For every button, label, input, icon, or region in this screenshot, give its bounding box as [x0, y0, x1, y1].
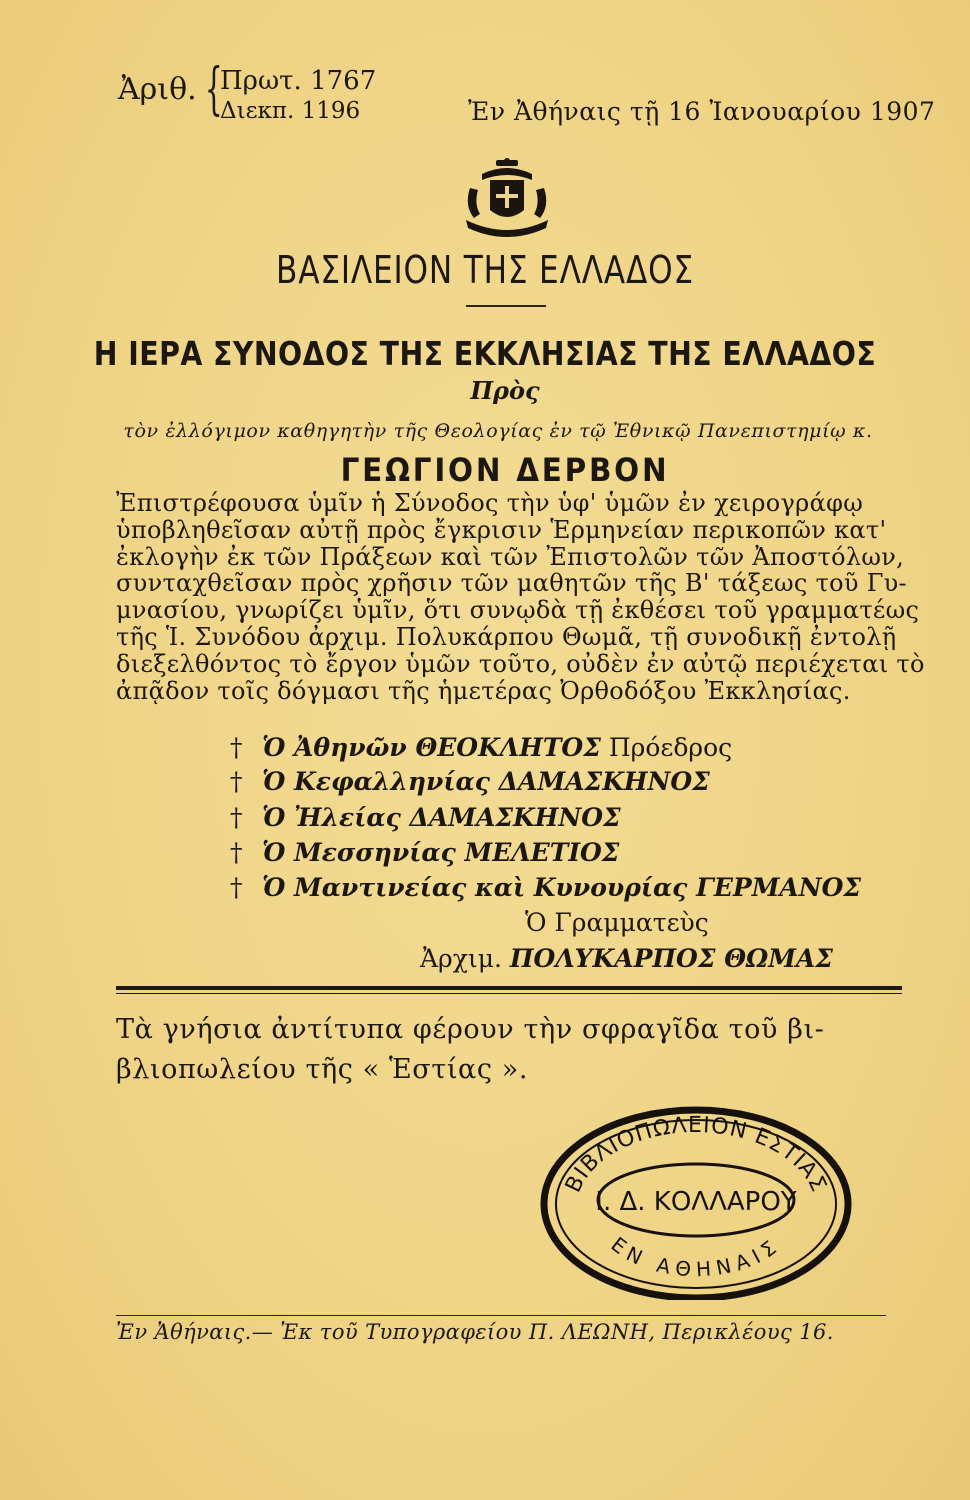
signatory-name: Ὁ Μεσσηνίας ΜΕΛΕΤΙΟΣ — [261, 838, 620, 867]
addressee-name: ΓΕΩΓΙΟΝ ΔΕΡΒΟΝ — [340, 451, 670, 489]
body-line: διεξελθόντος τὸ ἔργον ὑμῶν τοῦτο, οὐδὲν ἐν αὐτῷ περιέχεται τὸ — [116, 649, 925, 678]
stamp-arc-top: ΒΙΒΛΙΟΠΩΛΕΙΟΝ ΕΣΤΙΑΣ — [560, 1112, 832, 1197]
secretary-prefix: Ἀρχιμ. — [420, 944, 502, 973]
cross-icon: † — [230, 803, 243, 832]
notice-line: Τὰ γνήσια ἀντίτυπα φέρουν τὴν σφραγῖδα τοῦ βι- — [116, 1014, 825, 1045]
bookshop-stamp — [536, 1100, 856, 1300]
secretary-signature — [420, 944, 833, 973]
body-line: μνασίου, γνωρίζει ὑμῖν, ὅτι συνῳδὰ τῇ ἐκθέσει τοῦ γραμματέως — [116, 596, 920, 625]
cross-icon: † — [230, 838, 243, 867]
signatory-name: Ὁ Μαντινείας καὶ Κυνουρίας ΓΕΡΜΑΝΟΣ — [261, 873, 862, 902]
signature-line — [230, 767, 710, 796]
signature-line — [230, 838, 619, 867]
date-line: Ἐν Ἀθήναις τῇ 16 Ἰανουαρίου 1907 — [468, 97, 936, 126]
cross-icon: † — [230, 733, 243, 762]
footer-divider — [116, 1315, 886, 1316]
svg-text:ΕΝ ΑΘΗΝΑΙΣ — [607, 1232, 786, 1281]
signature-line — [230, 803, 621, 832]
signatory-role: Πρόεδρος — [608, 733, 733, 762]
kingdom-title: ΒΑΣΙΛΕΙΟΝ ΤΗΣ ΕΛΛΑΔΟΣ — [276, 248, 694, 292]
body-line: ὑποβληθεῖσαν αὐτῇ πρὸς ἔγκρισιν Ἑρμηνείαν περικοπῶν κατ' — [116, 515, 887, 544]
synod-title: Η ΙΕΡΑ ΣΥΝΟΔΟΣ ΤΗΣ ΕΚΚΛΗΣΙΑΣ ΤΗΣ ΕΛΛΑΔΟΣ — [93, 334, 877, 373]
royal-coat-of-arms-icon — [462, 158, 552, 244]
svg-text:ΒΙΒΛΙΟΠΩΛΕΙΟΝ ΕΣΤΙΑΣ — [561, 1113, 831, 1197]
printer-footer: Ἐν Ἀθήναις.— Ἐκ τοῦ Τυπογραφείου Π. ΛΕΩΝΗ, Περικλέους 16. — [116, 1320, 834, 1344]
secretary-name: ΠΟΛΥΚΑΡΠΟΣ ΘΩΜΑΣ — [509, 944, 833, 973]
protocol-number: Πρωτ. 1767 — [220, 66, 377, 96]
section-divider — [116, 986, 902, 990]
body-line: ἐκλογὴν ἐκ τῶν Πράξεων καὶ τῶν Ἐπιστολῶν τῶν Ἀποστόλων, — [116, 542, 905, 571]
notice-line: βλιοπωλείου τῆς « Ἑστίας ». — [116, 1054, 529, 1085]
secretary-title: Ὁ Γραμματεὺς — [525, 908, 709, 937]
reference-brace: { — [204, 57, 223, 122]
stamp-center-text: Ι. Δ. ΚΟΛΛΑΡΟΥ — [595, 1187, 797, 1217]
signature-line — [230, 733, 732, 762]
to-label: Πρὸς — [470, 376, 540, 405]
title-divider — [466, 305, 546, 307]
cross-icon: † — [230, 767, 243, 796]
letter-body — [116, 489, 925, 705]
body-line: Ἐπιστρέφουσα ὑμῖν ἡ Σύνοδος τὴν ὑφ' ὑμῶν ἐν χειρογράφῳ — [116, 489, 864, 517]
body-line: συνταχθεῖσαν πρὸς χρῆσιν τῶν μαθητῶν τῆς Β' τάξεως τοῦ Γυ- — [116, 569, 907, 598]
section-divider-thin — [116, 993, 902, 994]
reference-label: Ἀριθ. — [118, 72, 197, 107]
authenticity-notice — [116, 1010, 906, 1090]
signatory-name: Ὁ Κεφαλληνίας ΔΑΜΑΣΚΗΝΟΣ — [261, 767, 710, 796]
cross-icon: † — [230, 873, 243, 902]
body-line: τῆς Ἱ. Συνόδου ἀρχιμ. Πολυκάρπου Θωμᾶ, τῇ συνοδικῇ ἐντολῇ — [116, 622, 897, 651]
addressee-line: τὸν ἐλλόγιμον καθηγητὴν τῆς Θεολογίας ἐν τῷ Ἐθνικῷ Πανεπιστημίῳ κ. — [123, 420, 873, 442]
body-line: ἀπᾷδον τοῖς δόγμασι τῆς ἡμετέρας Ὀρθοδόξου Ἐκκλησίας. — [116, 676, 851, 705]
signatory-name: Ὁ Ἀθηνῶν ΘΕΟΚΛΗΤΟΣ — [261, 733, 601, 762]
signatory-name: Ὁ Ἠλείας ΔΑΜΑΣΚΗΝΟΣ — [261, 803, 621, 832]
dispatch-number: Διεκπ. 1196 — [220, 98, 361, 124]
signature-line — [230, 873, 861, 902]
stamp-arc-bottom: ΕΝ ΑΘΗΝΑΙΣ — [606, 1232, 786, 1282]
